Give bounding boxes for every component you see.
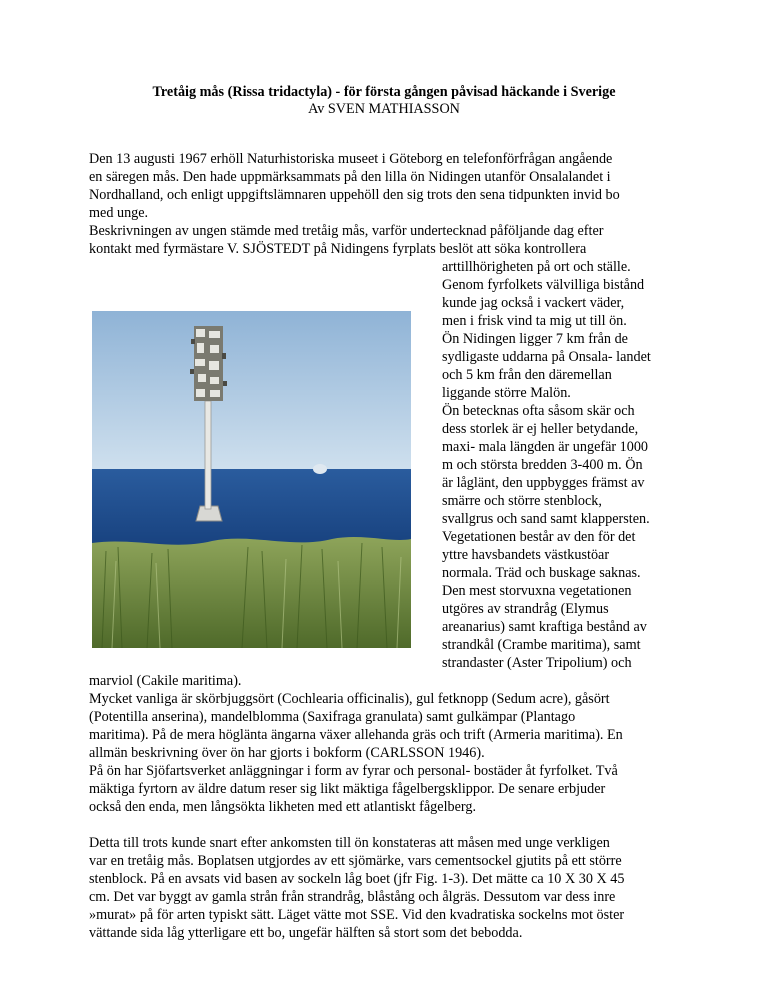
- body-line: Den mest storvuxna vegetationen: [442, 583, 632, 599]
- body-line: Nordhalland, och enligt uppgiftslämnaren uppehöll den sig trots den sena tidpunkten invid bo: [89, 187, 620, 203]
- body-line: »murat» på för arten typiskt sätt. Läget vätte mot SSE. Vid den kvadratiska sockelns mot öster: [89, 907, 625, 923]
- body-line: och 5 km från den däremellan: [442, 367, 612, 383]
- body-line: yttre havsbandets västkustöar: [442, 547, 610, 563]
- body-line: På ön har Sjöfartsverket anläggningar i form av fyrar och personal- bostäder åt fyrfolket. Två: [89, 763, 618, 779]
- body-line: maritima). På de mera höglänta ängarna växer allehanda gräs och trift (Armeria maritima). En: [89, 727, 623, 743]
- body-line: Ön Nidingen ligger 7 km från de: [442, 331, 628, 347]
- body-line: areanarius) samt kraftiga bestånd av: [442, 619, 647, 635]
- body-line: (Potentilla anserina), mandelblomma (Saxifraga granulata) samt gulkämpar (Plantago: [89, 709, 576, 725]
- body-line: normala. Träd och buskage saknas.: [442, 565, 641, 581]
- body-line: Ön betecknas ofta såsom skär och: [442, 403, 635, 419]
- article-title: Tretåig mås (Rissa tridactyla) - för första gången påvisad häckande i Sverige: [152, 84, 616, 100]
- body-line: m och största bredden 3-400 m. Ön: [442, 457, 643, 473]
- body-line: cm. Det var byggt av gamla strån från strandråg, blåstång och ålgräs. Dessutom var dess inre: [89, 889, 616, 905]
- body-line: strandaster (Aster Tripolium) och: [442, 655, 632, 671]
- body-line: smärre och större stenblock,: [442, 493, 602, 509]
- body-line: allmän beskrivning över ön har gjorts i bokform (CARLSSON 1946).: [89, 745, 485, 761]
- body-line: med unge.: [89, 205, 149, 221]
- body-line: en säregen mås. Den hade uppmärksammats på den lilla ön Nidingen utanför Onsalalandet i: [89, 169, 611, 185]
- body-line: Genom fyrfolkets välvilliga bistånd: [442, 277, 645, 293]
- body-line: utgöres av strandråg (Elymus: [442, 601, 609, 617]
- body-line: men i frisk vind ta mig ut till ön.: [442, 313, 627, 329]
- body-line: är låglänt, den uppbygges främst av: [442, 475, 645, 491]
- body-line: kunde jag också i vackert väder,: [442, 295, 625, 311]
- body-line: kontakt med fyrmästare V. SJÖSTEDT på Nidingens fyrplats beslöt att söka kontrollera: [89, 241, 587, 257]
- body-line: svallgrus och sand samt klappersten.: [442, 511, 650, 527]
- body-line: strandkål (Crambe maritima), samt: [442, 637, 641, 653]
- body-line: Den 13 augusti 1967 erhöll Naturhistoriska museet i Göteborg en telefonförfrågan angående: [89, 151, 613, 167]
- body-line: Vegetationen består av den för det: [442, 529, 636, 545]
- body-line: sydligaste uddarna på Onsala- landet: [442, 349, 651, 365]
- body-line: Mycket vanliga är skörbjuggsört (Cochlearia officinalis), gul fetknopp (Sedum acre), gåsört: [89, 691, 610, 707]
- body-line: mäktiga fyrtorn av äldre datum reser sig likt mäktiga fågelbergsklippor. De senare erbjuder: [89, 781, 606, 797]
- body-line: maxi- mala längden är ungefär 1000: [442, 439, 649, 455]
- body-line: arttillhörigheten på ort och ställe.: [442, 259, 631, 275]
- body-line: var en tretåig mås. Boplatsen utgjordes av ett sjömärke, vars cementsockel gjutits på ett större: [89, 853, 622, 869]
- seamark-photo: [92, 311, 411, 648]
- body-line: dess storlek är ej heller betydande,: [442, 421, 639, 437]
- body-line: Beskrivningen av ungen stämde med tretåig mås, varför undertecknad påföljande dag efter: [89, 223, 604, 239]
- body-line: stenblock. På en avsats vid basen av sockeln låg boet (jfr Fig. 1-3). Det mätte ca 10 X 30 X 45: [89, 871, 625, 887]
- body-line: marviol (Cakile maritima).: [89, 673, 242, 689]
- body-line: också den enda, men långsökta likheten med ett atlantiskt fågelberg.: [89, 799, 477, 815]
- body-line: Detta till trots kunde snart efter ankomsten till ön konstateras att måsen med unge verkligen: [89, 835, 610, 851]
- author-byline: Av SVEN MATHIASSON: [308, 101, 460, 117]
- body-line: vättande sida låg ytterligare ett bo, ungefär hälften så stort som det bebodda.: [89, 925, 523, 941]
- body-line: liggande större Malön.: [442, 385, 571, 401]
